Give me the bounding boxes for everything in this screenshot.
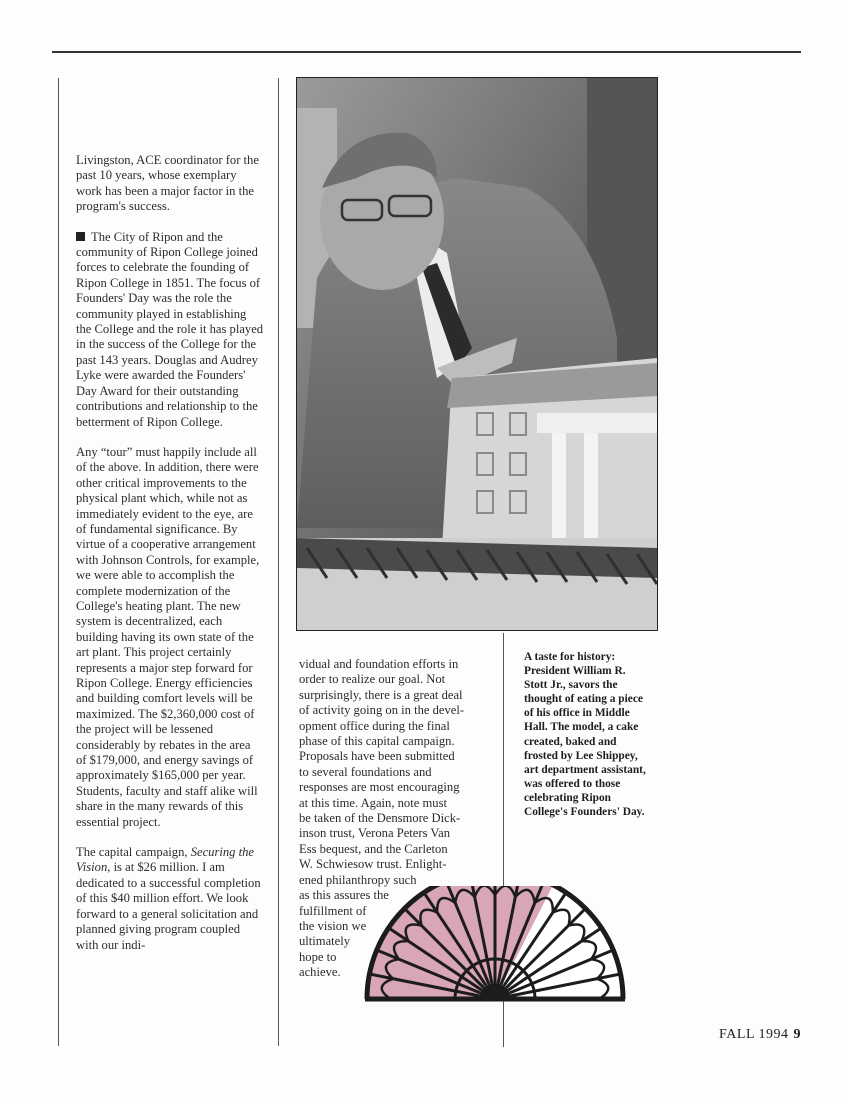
campaign-title: Securing the Vision: [76, 845, 255, 875]
middle-column-line: inson trust, Verona Peters Van: [299, 826, 450, 841]
middle-column-line: W. Schwiesow trust. Enlight-: [299, 857, 447, 872]
middle-column-line: order to realize our goal. Not: [299, 672, 446, 687]
middle-column-line: opment office during the final: [299, 718, 450, 733]
campaign-text-start: The capital campaign,: [76, 845, 191, 860]
column-divider-left: [58, 78, 59, 1046]
middle-column-line: Ess bequest, and the Carleton: [299, 841, 448, 856]
middle-column-line: ened philanthropy such: [299, 872, 417, 887]
middle-column-line: to several foundations and: [299, 764, 432, 779]
photo-image: [297, 78, 657, 630]
middle-column-line: at this time. Again, note must: [299, 795, 447, 810]
paragraph-ace: Livingston, ACE coordinator for the past 10 years, whose exemplary work has been a major factor in the program's success.: [76, 153, 259, 214]
column-divider-middle: [278, 78, 279, 1046]
photo-president-cake: [296, 77, 658, 631]
paragraph-tour: Any “tour” must happily include all of the above. In addition, there were other critical improvements to the physical plant which, while not as immediately evident to the eye, are of fundamental significance. By virtue of a cooperative arrangement with Johnson Controls, for example, we were able to accomplish the complete modernization of the College's heating plant. The new system is decentralized, each building having its own state of the art plant. This project certainly represents a major step forward for Ripon College. Energy efficiencies and building comfort levels will be maximized. The $2,360,000 cost of the project will be lessened considerably by rebates in the area of $179,000, and energy savings of approximately $165,000 per year. Students, faculty and staff alike will share in the many rewards of this essential project.: [76, 444, 260, 829]
photo-caption: A taste for history: President William R. Stott Jr., savors the thought of eating a piece of his office in Middle Hall. The model, a cake created, baked and frosted by Lee Shippey, art department assistant, was offered to those celebrating Ripon College's Founders' Day.: [524, 651, 646, 819]
middle-column-line: be taken of the Densmore Dick-: [299, 811, 461, 826]
fanlight-progress-graphic: [361, 886, 629, 1004]
page-number: 9: [793, 1027, 801, 1042]
left-column: [76, 153, 264, 968]
paragraph-campaign: [76, 845, 264, 953]
middle-column-line: vidual and foundation efforts in: [299, 657, 459, 671]
middle-column-line: ultimately: [299, 934, 351, 949]
middle-column-line: achieve.: [299, 965, 341, 980]
middle-column-line: phase of this capital campaign.: [299, 734, 455, 749]
top-rule: [52, 51, 801, 53]
middle-column-line: the vision we: [299, 918, 367, 933]
middle-column-line: of activity going on in the devel-: [299, 703, 465, 718]
middle-column-line: responses are most encouraging: [299, 780, 460, 795]
middle-column-line: fulfillment of: [299, 903, 367, 918]
middle-column-line: Proposals have been submitted: [299, 749, 455, 764]
middle-column-line: hope to: [299, 949, 337, 964]
bullet-square-icon: [76, 232, 85, 241]
campaign-text-end: , is at $26 million. I am dedicated to a successful completion of this $40 million effort. We look forward to a general solicitation and planned giving program coupled with our indi-: [76, 860, 261, 952]
page-footer: [719, 1027, 801, 1043]
middle-column-line: surprisingly, there is a great deal: [299, 687, 463, 702]
middle-column-line: as this assures the: [299, 888, 389, 903]
paragraph-founders-day-text: The City of Ripon and the community of Ripon College joined forces to celebrate the founding of Ripon College in 1851. The focus of Founders' Day was the role the community played in establishing the College and the role it has played in the success of the College for the past 143 years. Douglas and Audrey Lyke were awarded the Founders' Day Award for their outstanding contributions and relationship to the betterment of Ripon College.: [76, 229, 264, 429]
paragraph-founders-day: [76, 230, 264, 430]
issue-label: FALL 1994: [719, 1027, 789, 1042]
